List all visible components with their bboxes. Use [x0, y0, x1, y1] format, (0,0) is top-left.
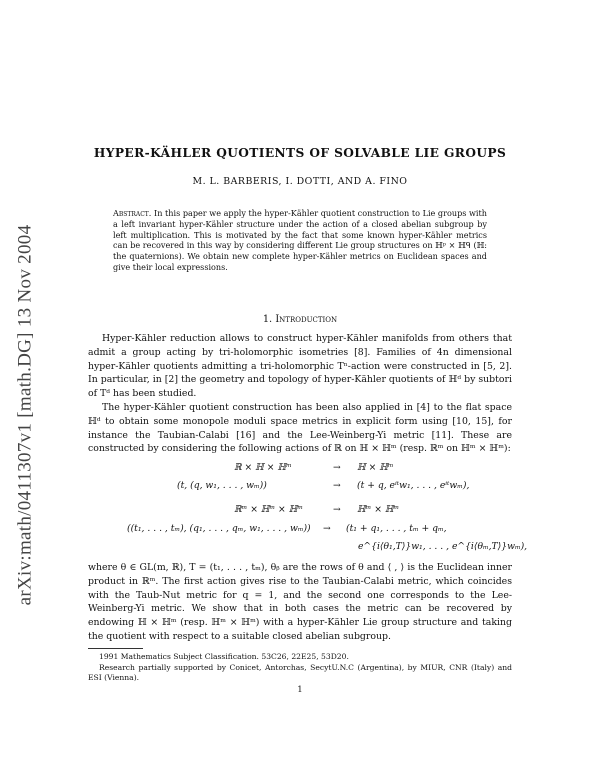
equation-1-line-2-right: (t + q, eⁱᵗw₁, . . . , eⁱᵗwₘ), — [357, 480, 470, 491]
section-number: 1. — [262, 314, 273, 325]
intro-paragraph-1-block — [88, 332, 512, 401]
equation-1-line-2-left: (t, (q, w₁, . . . , wₘ)) — [177, 480, 267, 491]
equation-2-line-1-right: ℍᵐ × ℍᵐ — [357, 504, 400, 515]
equation-2-line-1-arrow: → — [333, 504, 341, 515]
intro-paragraph-1: Hyper-Kähler reduction allows to construct hyper-Kähler manifolds from others that admit a group acting by tri-holomorphic isometries [8]. Families of 4n dimensional hyper-Kähler quotients admitting a tri-holomorphic Tⁿ-action were constructed in [5, 2]. In particular, in [2] the geometry and topology of hyper-Kähler quotients of ℍᵈ by subtori of Tᵈ has been studied. — [88, 333, 512, 400]
equation-2-line-2-arrow: → — [323, 523, 331, 534]
footnote-msc: 1991 Mathematics Subject Classification. 53C26, 22E25, 53D20. — [99, 652, 349, 661]
equation-1-line-1-left: ℝ × ℍ × ℍᵐ — [234, 462, 292, 473]
footnotes — [88, 652, 512, 684]
abstract — [113, 208, 487, 273]
arxiv-sidebar-stamp — [8, 115, 42, 715]
section-title: Introduction — [275, 314, 338, 325]
abstract-text: In this paper we apply the hyper-Kähler quotient construction to Lie groups with a left invariant hyper-Kähler structure under the action of a closed abelian subgroup by left multiplication. This is motivated by the fact that some known hyper-Kähler metrics can be recovered in this way by considering different Lie group structures on ℍᵖ × ℍᑫ (ℍ: the quaternions). We obtain new complete hyper-Kähler metrics on Euclidean spaces and give their local expressions. — [113, 208, 487, 272]
footnote-support: Research partially supported by Conicet, Antorchas, SecytU.N.C (Argentina), by MIUR, CNR (Italy) and ESI (Vienna). — [88, 662, 512, 683]
intro-paragraph-2-block — [88, 401, 512, 456]
equation-2-line-3-right: e^{i⟨θ₁,T⟩}w₁, . . . , e^{i⟨θₘ,T⟩}wₘ), — [358, 541, 528, 552]
page-number: 1 — [297, 685, 303, 695]
paper-authors: M. L. BARBERIS, I. DOTTI, AND A. FINO — [192, 176, 408, 187]
footnote-divider — [88, 648, 143, 649]
abstract-label: Abstract. — [113, 208, 152, 218]
intro-paragraph-3-block — [88, 561, 512, 644]
arxiv-identifier: arXiv:math/0411307v1 [math.DG] 13 Nov 2004 — [14, 224, 36, 606]
equation-2-line-2-right: (t₁ + q₁, . . . , tₘ + qₘ, — [346, 523, 447, 534]
section-heading — [80, 314, 520, 325]
equation-1-line-1-arrow: → — [333, 462, 341, 473]
intro-paragraph-2: The hyper-Kähler quotient construction has been also applied in [4] to the flat space ℍᵈ to obtain some monopole moduli space metrics in explicit form using [10, 15], for instance the Taubian-Calabi [16] and the Lee-Weinberg-Yi metric [11]. These are constructed by considering the following actions of ℝ on ℍ × ℍᵐ (resp. ℝᵐ on ℍᵐ × ℍᵐ): — [88, 402, 512, 455]
intro-paragraph-3: where θ ∈ GL(m, ℝ), T = (t₁, . . . , tₘ), θᵦ are the rows of θ and ⟨ , ⟩ is the Euclidean inner product in ℝᵐ. The first action gives rise to the Taubian-Calabi metric, which coincides with the Taub-Nut metric for q = 1, and the second one corresponds to the Lee-Weinberg-Yi metric. We show that in both cases the metric can be recovered by endowing ℍ × ℍᵐ (resp. ℍᵐ × ℍᵐ) with a hyper-Kähler Lie group structure and taking the quotient with respect to a suitable closed abelian subgroup. — [88, 562, 512, 642]
paper-title: HYPER-KÄHLER QUOTIENTS OF SOLVABLE LIE GROUPS — [93, 146, 507, 160]
equation-1-line-1-right: ℍ × ℍᵐ — [357, 462, 394, 473]
equation-2-line-2-left: ((t₁, . . . , tₘ), (q₁, . . . , qₘ, w₁, . . . , wₘ)) — [127, 523, 311, 534]
equation-1-line-2-arrow: → — [333, 480, 341, 491]
equation-2-line-1-left: ℝᵐ × ℍᵐ × ℍᵐ — [234, 504, 303, 515]
